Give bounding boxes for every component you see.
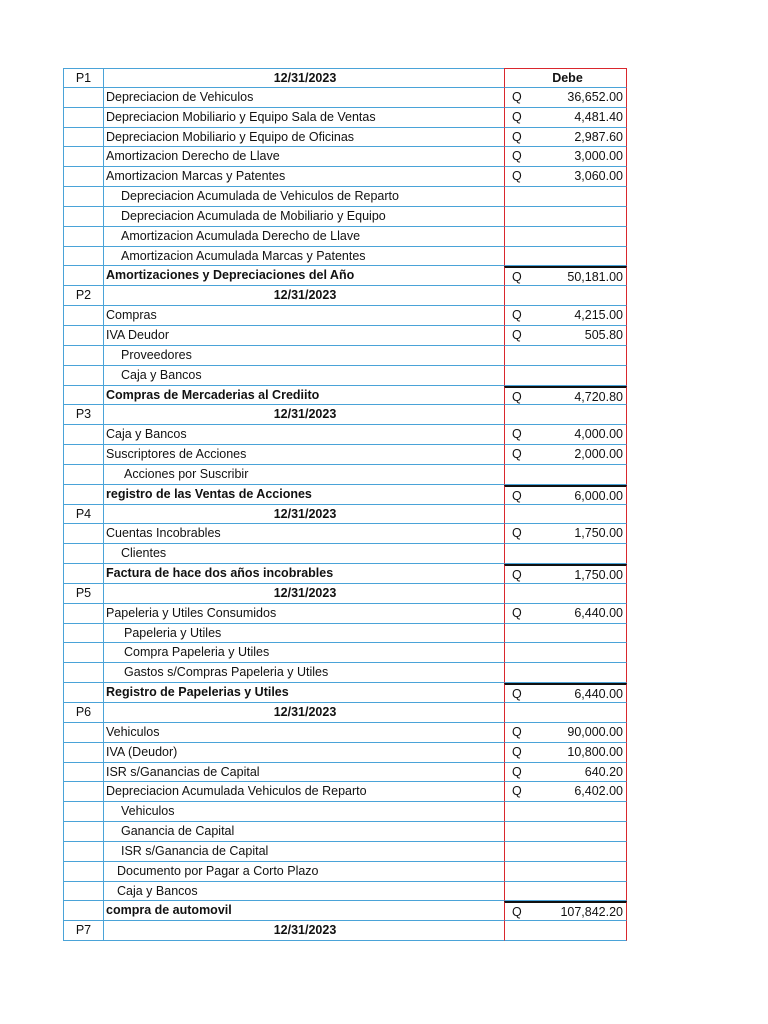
journal-row: [63, 346, 627, 366]
journal-row: [63, 88, 627, 108]
currency-symbol: Q: [512, 427, 522, 442]
account-name[interactable]: Vehiculos: [103, 802, 504, 822]
entry-number[interactable]: [63, 147, 103, 167]
debe-amount: 3,060.00: [574, 169, 623, 184]
account-name[interactable]: Papeleria y Utiles Consumidos: [103, 604, 504, 624]
entry-date[interactable]: 12/31/2023: [103, 68, 504, 88]
currency-symbol: Q: [512, 389, 522, 404]
journal-row: [63, 187, 627, 207]
debe-amount-cell[interactable]: [504, 128, 627, 148]
debe-amount-cell[interactable]: [504, 266, 627, 286]
entry-number[interactable]: [63, 882, 103, 902]
debe-amount: 6,440.00: [574, 687, 623, 702]
debe-amount: 3,000.00: [574, 149, 623, 164]
journal-row: [63, 425, 627, 445]
entry-number[interactable]: P6: [63, 703, 103, 723]
entry-number[interactable]: P5: [63, 584, 103, 604]
account-name[interactable]: Cuentas Incobrables: [103, 524, 504, 544]
journal-row: [63, 524, 627, 544]
entry-number[interactable]: [63, 802, 103, 822]
currency-symbol: Q: [512, 605, 522, 620]
debe-amount-cell[interactable]: [504, 921, 627, 941]
currency-symbol: Q: [512, 270, 522, 285]
entry-number[interactable]: [63, 564, 103, 584]
entry-number[interactable]: P3: [63, 405, 103, 425]
journal-row: [63, 445, 627, 465]
debe-amount-cell[interactable]: [504, 286, 627, 306]
entry-description[interactable]: registro de las Ventas de Acciones: [103, 485, 504, 505]
account-name[interactable]: Depreciacion Acumulada de Vehiculos de Reparto: [103, 187, 504, 207]
currency-symbol: Q: [512, 724, 522, 739]
journal-row: [63, 782, 627, 802]
entry-date[interactable]: 12/31/2023: [103, 505, 504, 525]
journal-row: [63, 465, 627, 485]
entry-number[interactable]: P2: [63, 286, 103, 306]
entry-header-row: [63, 921, 627, 941]
account-name[interactable]: Depreciacion Mobiliario y Equipo Sala de Ventas: [103, 108, 504, 128]
journal-row: [63, 108, 627, 128]
debe-amount-cell[interactable]: [504, 842, 627, 862]
entry-number[interactable]: P1: [63, 68, 103, 88]
journal-row: [63, 247, 627, 267]
currency-symbol: Q: [512, 109, 522, 124]
entry-number[interactable]: [63, 187, 103, 207]
debe-amount-cell[interactable]: [504, 227, 627, 247]
entry-header-row: [63, 505, 627, 525]
account-name[interactable]: Amortizacion Marcas y Patentes: [103, 167, 504, 187]
debe-amount: 50,181.00: [567, 270, 623, 285]
debe-amount-cell[interactable]: [504, 485, 627, 505]
account-name[interactable]: IVA (Deudor): [103, 743, 504, 763]
account-name[interactable]: Caja y Bancos: [103, 425, 504, 445]
debe-amount-cell[interactable]: [504, 386, 627, 406]
journal-sheet: [63, 68, 627, 941]
entry-description[interactable]: Factura de hace dos años incobrables: [103, 564, 504, 584]
currency-symbol: Q: [512, 149, 522, 164]
entry-number[interactable]: [63, 266, 103, 286]
currency-symbol: Q: [512, 169, 522, 184]
entry-number[interactable]: [63, 782, 103, 802]
debe-amount-cell[interactable]: [504, 346, 627, 366]
debe-amount-cell[interactable]: [504, 723, 627, 743]
journal-row: [63, 306, 627, 326]
account-name[interactable]: Documento por Pagar a Corto Plazo: [103, 862, 504, 882]
entry-number[interactable]: [63, 842, 103, 862]
debe-amount-cell[interactable]: [504, 445, 627, 465]
debe-amount-cell[interactable]: [504, 743, 627, 763]
debe-amount-cell[interactable]: [504, 544, 627, 564]
entry-number[interactable]: P4: [63, 505, 103, 525]
entry-number[interactable]: [63, 624, 103, 644]
debe-amount-cell[interactable]: [504, 683, 627, 703]
currency-symbol: Q: [512, 687, 522, 702]
account-name[interactable]: Clientes: [103, 544, 504, 564]
currency-symbol: Q: [512, 308, 522, 323]
entry-header-row: [63, 584, 627, 604]
entry-header-row: [63, 405, 627, 425]
entry-total-row: [63, 901, 627, 921]
currency-symbol: Q: [512, 744, 522, 759]
debe-amount-cell[interactable]: [504, 247, 627, 267]
debe-amount-cell[interactable]: [504, 88, 627, 108]
entry-number[interactable]: [63, 822, 103, 842]
debe-amount-cell[interactable]: [504, 147, 627, 167]
debe-amount-cell[interactable]: [504, 703, 627, 723]
journal-row: [63, 326, 627, 346]
currency-symbol: Q: [512, 447, 522, 462]
journal-row: [63, 366, 627, 386]
account-name[interactable]: IVA Deudor: [103, 326, 504, 346]
account-name[interactable]: Papeleria y Utiles: [103, 624, 504, 644]
currency-symbol: Q: [512, 764, 522, 779]
currency-symbol: Q: [512, 526, 522, 541]
debe-amount-cell[interactable]: [504, 465, 627, 485]
entry-number[interactable]: [63, 544, 103, 564]
journal-row: [63, 882, 627, 902]
entry-number[interactable]: [63, 88, 103, 108]
debe-amount-cell[interactable]: [504, 782, 627, 802]
account-name[interactable]: Gastos s/Compras Papeleria y Utiles: [103, 663, 504, 683]
currency-symbol: Q: [512, 327, 522, 342]
currency-symbol: Q: [512, 568, 522, 583]
entry-number[interactable]: [63, 901, 103, 921]
journal-row: [63, 128, 627, 148]
debe-amount-cell[interactable]: [504, 326, 627, 346]
journal-row: [63, 743, 627, 763]
journal-row: [63, 763, 627, 783]
debe-amount: 4,000.00: [574, 427, 623, 442]
entry-number[interactable]: [63, 524, 103, 544]
entry-total-row: [63, 485, 627, 505]
entry-header-row: [63, 703, 627, 723]
debe-amount: 1,750.00: [574, 568, 623, 583]
debe-amount-cell[interactable]: [504, 584, 627, 604]
entry-number[interactable]: [63, 306, 103, 326]
debe-amount-cell[interactable]: [504, 306, 627, 326]
journal-row: [63, 822, 627, 842]
debe-amount-cell[interactable]: [504, 643, 627, 663]
entry-number[interactable]: [63, 663, 103, 683]
debe-amount: 10,800.00: [567, 744, 623, 759]
currency-symbol: Q: [512, 89, 522, 104]
entry-number[interactable]: P7: [63, 921, 103, 941]
debe-amount: 2,000.00: [574, 447, 623, 462]
account-name[interactable]: Depreciacion de Vehiculos: [103, 88, 504, 108]
journal-row: [63, 167, 627, 187]
debe-amount-cell[interactable]: [504, 366, 627, 386]
entry-date[interactable]: 12/31/2023: [103, 921, 504, 941]
journal-row: [63, 604, 627, 624]
entry-header-row: [63, 286, 627, 306]
account-name[interactable]: ISR s/Ganancia de Capital: [103, 842, 504, 862]
journal-row: [63, 147, 627, 167]
debe-amount-cell[interactable]: [504, 822, 627, 842]
account-name[interactable]: Depreciacion Acumulada Vehiculos de Reparto: [103, 782, 504, 802]
entry-total-row: [63, 683, 627, 703]
debe-amount-cell[interactable]: [504, 901, 627, 921]
entry-total-row: [63, 266, 627, 286]
entry-date[interactable]: 12/31/2023: [103, 286, 504, 306]
account-name[interactable]: Compras: [103, 306, 504, 326]
debe-amount-cell[interactable]: [504, 802, 627, 822]
entry-number[interactable]: [63, 326, 103, 346]
account-name[interactable]: Amortizacion Acumulada Derecho de Llave: [103, 227, 504, 247]
entry-number[interactable]: [63, 425, 103, 445]
entry-number[interactable]: [63, 604, 103, 624]
debe-amount-cell[interactable]: [504, 167, 627, 187]
entry-number[interactable]: [63, 247, 103, 267]
debe-amount-cell[interactable]: [504, 882, 627, 902]
entry-description[interactable]: Compras de Mercaderias al Crediito: [103, 386, 504, 406]
debe-amount-cell[interactable]: [504, 207, 627, 227]
journal-row: [63, 624, 627, 644]
entry-number[interactable]: [63, 227, 103, 247]
account-name[interactable]: Caja y Bancos: [103, 882, 504, 902]
debe-amount: 6,402.00: [574, 784, 623, 799]
debe-amount-cell[interactable]: [504, 564, 627, 584]
debe-amount-cell[interactable]: [504, 187, 627, 207]
account-name[interactable]: Amortizacion Acumulada Marcas y Patentes: [103, 247, 504, 267]
debe-amount-cell[interactable]: [504, 763, 627, 783]
debe-amount: 4,720.80: [574, 389, 623, 404]
entry-number[interactable]: [63, 128, 103, 148]
debe-amount-cell[interactable]: [504, 604, 627, 624]
entry-date[interactable]: 12/31/2023: [103, 703, 504, 723]
journal-row: [63, 723, 627, 743]
debe-amount: 6,000.00: [574, 488, 623, 503]
journal-row: [63, 227, 627, 247]
entry-total-row: [63, 386, 627, 406]
entry-number[interactable]: [63, 346, 103, 366]
entry-number[interactable]: [63, 862, 103, 882]
debe-amount: 2,987.60: [574, 129, 623, 144]
currency-symbol: Q: [512, 905, 522, 920]
debe-amount: 640.20: [584, 764, 623, 779]
account-name[interactable]: Ganancia de Capital: [103, 822, 504, 842]
debe-amount-cell[interactable]: [504, 405, 627, 425]
entry-description[interactable]: compra de automovil: [103, 901, 504, 921]
journal-row: [63, 842, 627, 862]
entry-description[interactable]: Amortizaciones y Depreciaciones del Año: [103, 266, 504, 286]
account-name[interactable]: Amortizacion Derecho de Llave: [103, 147, 504, 167]
entry-number[interactable]: [63, 108, 103, 128]
debe-amount: 505.80: [584, 327, 623, 342]
debe-amount-cell[interactable]: [504, 524, 627, 544]
account-name[interactable]: Proveedores: [103, 346, 504, 366]
account-name[interactable]: Compra Papeleria y Utiles: [103, 643, 504, 663]
account-name[interactable]: Depreciacion Acumulada de Mobiliario y Equipo: [103, 207, 504, 227]
account-name[interactable]: Suscriptores de Acciones: [103, 445, 504, 465]
debe-amount-cell[interactable]: [504, 108, 627, 128]
entry-number[interactable]: [63, 445, 103, 465]
debe-amount: 107,842.20: [560, 905, 623, 920]
journal-row: [63, 643, 627, 663]
account-name[interactable]: Depreciacion Mobiliario y Equipo de Oficinas: [103, 128, 504, 148]
journal-row: [63, 663, 627, 683]
entry-number[interactable]: [63, 683, 103, 703]
journal-row: [63, 544, 627, 564]
journal-row: [63, 862, 627, 882]
debe-amount: 4,215.00: [574, 308, 623, 323]
entry-date[interactable]: 12/31/2023: [103, 405, 504, 425]
entry-number[interactable]: [63, 723, 103, 743]
entry-number[interactable]: [63, 643, 103, 663]
journal-row: [63, 802, 627, 822]
currency-symbol: Q: [512, 784, 522, 799]
debe-amount: 6,440.00: [574, 605, 623, 620]
entry-number[interactable]: [63, 167, 103, 187]
debe-amount: 1,750.00: [574, 526, 623, 541]
account-name[interactable]: ISR s/Ganancias de Capital: [103, 763, 504, 783]
journal-header-row: [63, 68, 627, 88]
currency-symbol: Q: [512, 488, 522, 503]
entry-number[interactable]: [63, 366, 103, 386]
journal-row: [63, 207, 627, 227]
debe-amount: 4,481.40: [574, 109, 623, 124]
debe-amount: 36,652.00: [567, 89, 623, 104]
debe-column-header[interactable]: Debe: [504, 68, 627, 88]
entry-number[interactable]: [63, 207, 103, 227]
account-name[interactable]: Acciones por Suscribir: [103, 465, 504, 485]
debe-amount-cell[interactable]: [504, 425, 627, 445]
entry-number[interactable]: [63, 485, 103, 505]
debe-amount: 90,000.00: [567, 724, 623, 739]
entry-number[interactable]: [63, 743, 103, 763]
debe-amount-cell[interactable]: [504, 862, 627, 882]
debe-amount-cell[interactable]: [504, 624, 627, 644]
currency-symbol: Q: [512, 129, 522, 144]
entry-description[interactable]: Registro de Papelerias y Utiles: [103, 683, 504, 703]
entry-number[interactable]: [63, 386, 103, 406]
debe-amount-cell[interactable]: [504, 505, 627, 525]
entry-number[interactable]: [63, 763, 103, 783]
entry-number[interactable]: [63, 465, 103, 485]
debe-amount-cell[interactable]: [504, 663, 627, 683]
account-name[interactable]: Caja y Bancos: [103, 366, 504, 386]
entry-date[interactable]: 12/31/2023: [103, 584, 504, 604]
account-name[interactable]: Vehiculos: [103, 723, 504, 743]
entry-total-row: [63, 564, 627, 584]
